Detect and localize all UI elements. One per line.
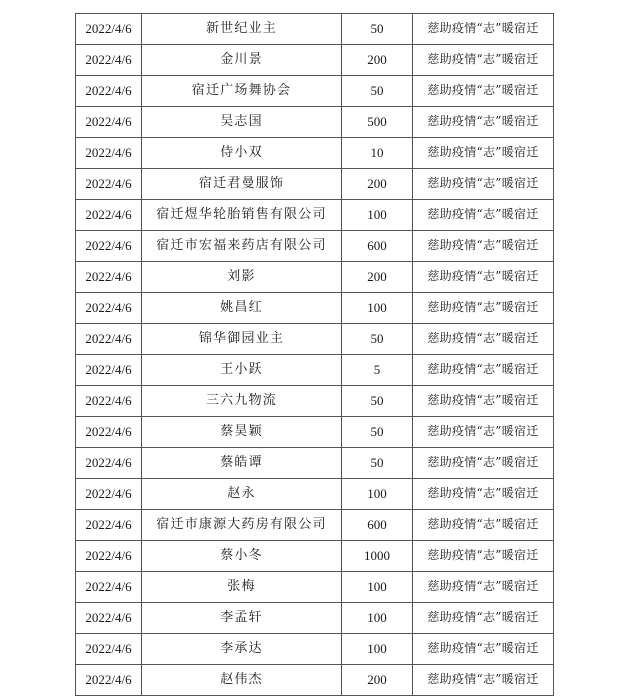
donation-records-table bbox=[75, 13, 554, 696]
cell-amount: 50 bbox=[342, 417, 413, 448]
cell-donor-name: 宿迁市宏福来药店有限公司 bbox=[142, 231, 342, 262]
table-row bbox=[76, 355, 554, 386]
cell-date: 2022/4/6 bbox=[76, 45, 142, 76]
cell-donor-name: 吴志国 bbox=[142, 107, 342, 138]
cell-date: 2022/4/6 bbox=[76, 417, 142, 448]
cell-campaign: 慈助疫情“志”暖宿迁 bbox=[413, 603, 554, 634]
cell-date: 2022/4/6 bbox=[76, 479, 142, 510]
cell-donor-name: 宿迁煜华轮胎销售有限公司 bbox=[142, 200, 342, 231]
cell-date: 2022/4/6 bbox=[76, 448, 142, 479]
cell-amount: 50 bbox=[342, 324, 413, 355]
cell-amount: 200 bbox=[342, 665, 413, 696]
cell-campaign: 慈助疫情“志”暖宿迁 bbox=[413, 45, 554, 76]
cell-donor-name: 姚昌红 bbox=[142, 293, 342, 324]
table-row bbox=[76, 665, 554, 696]
cell-date: 2022/4/6 bbox=[76, 138, 142, 169]
cell-amount: 200 bbox=[342, 45, 413, 76]
cell-campaign: 慈助疫情“志”暖宿迁 bbox=[413, 479, 554, 510]
cell-date: 2022/4/6 bbox=[76, 665, 142, 696]
table-row bbox=[76, 603, 554, 634]
cell-campaign: 慈助疫情“志”暖宿迁 bbox=[413, 14, 554, 45]
cell-amount: 600 bbox=[342, 510, 413, 541]
cell-donor-name: 锦华御园业主 bbox=[142, 324, 342, 355]
cell-donor-name: 宿迁君曼服饰 bbox=[142, 169, 342, 200]
cell-campaign: 慈助疫情“志”暖宿迁 bbox=[413, 634, 554, 665]
cell-amount: 500 bbox=[342, 107, 413, 138]
cell-date: 2022/4/6 bbox=[76, 14, 142, 45]
cell-campaign: 慈助疫情“志”暖宿迁 bbox=[413, 107, 554, 138]
cell-date: 2022/4/6 bbox=[76, 107, 142, 138]
cell-date: 2022/4/6 bbox=[76, 572, 142, 603]
cell-amount: 50 bbox=[342, 386, 413, 417]
cell-date: 2022/4/6 bbox=[76, 76, 142, 107]
cell-campaign: 慈助疫情“志”暖宿迁 bbox=[413, 541, 554, 572]
cell-amount: 10 bbox=[342, 138, 413, 169]
cell-donor-name: 李孟轩 bbox=[142, 603, 342, 634]
cell-campaign: 慈助疫情“志”暖宿迁 bbox=[413, 324, 554, 355]
cell-campaign: 慈助疫情“志”暖宿迁 bbox=[413, 138, 554, 169]
cell-campaign: 慈助疫情“志”暖宿迁 bbox=[413, 200, 554, 231]
table-row bbox=[76, 14, 554, 45]
cell-donor-name: 宿迁广场舞协会 bbox=[142, 76, 342, 107]
cell-amount: 100 bbox=[342, 293, 413, 324]
cell-amount: 50 bbox=[342, 14, 413, 45]
cell-date: 2022/4/6 bbox=[76, 355, 142, 386]
table-row bbox=[76, 262, 554, 293]
donation-table-body bbox=[76, 14, 554, 696]
cell-donor-name: 宿迁市康源大药房有限公司 bbox=[142, 510, 342, 541]
cell-amount: 100 bbox=[342, 200, 413, 231]
cell-campaign: 慈助疫情“志”暖宿迁 bbox=[413, 76, 554, 107]
table-row bbox=[76, 293, 554, 324]
cell-date: 2022/4/6 bbox=[76, 603, 142, 634]
cell-date: 2022/4/6 bbox=[76, 541, 142, 572]
cell-donor-name: 侍小双 bbox=[142, 138, 342, 169]
cell-donor-name: 王小跃 bbox=[142, 355, 342, 386]
table-row bbox=[76, 479, 554, 510]
cell-donor-name: 李承达 bbox=[142, 634, 342, 665]
cell-date: 2022/4/6 bbox=[76, 200, 142, 231]
cell-donor-name: 张梅 bbox=[142, 572, 342, 603]
table-row bbox=[76, 76, 554, 107]
cell-date: 2022/4/6 bbox=[76, 324, 142, 355]
cell-campaign: 慈助疫情“志”暖宿迁 bbox=[413, 665, 554, 696]
table-row bbox=[76, 45, 554, 76]
table-row bbox=[76, 386, 554, 417]
cell-date: 2022/4/6 bbox=[76, 293, 142, 324]
cell-campaign: 慈助疫情“志”暖宿迁 bbox=[413, 448, 554, 479]
cell-amount: 100 bbox=[342, 572, 413, 603]
cell-campaign: 慈助疫情“志”暖宿迁 bbox=[413, 417, 554, 448]
cell-date: 2022/4/6 bbox=[76, 510, 142, 541]
table-row bbox=[76, 200, 554, 231]
cell-date: 2022/4/6 bbox=[76, 386, 142, 417]
cell-amount: 5 bbox=[342, 355, 413, 386]
cell-donor-name: 金川景 bbox=[142, 45, 342, 76]
cell-donor-name: 三六九物流 bbox=[142, 386, 342, 417]
cell-donor-name: 赵伟杰 bbox=[142, 665, 342, 696]
table-row bbox=[76, 231, 554, 262]
table-row bbox=[76, 324, 554, 355]
cell-campaign: 慈助疫情“志”暖宿迁 bbox=[413, 169, 554, 200]
table-row bbox=[76, 107, 554, 138]
table-row bbox=[76, 634, 554, 665]
cell-amount: 50 bbox=[342, 76, 413, 107]
cell-donor-name: 新世纪业主 bbox=[142, 14, 342, 45]
cell-amount: 100 bbox=[342, 603, 413, 634]
table-row bbox=[76, 138, 554, 169]
cell-donor-name: 蔡昊颖 bbox=[142, 417, 342, 448]
cell-campaign: 慈助疫情“志”暖宿迁 bbox=[413, 572, 554, 603]
cell-campaign: 慈助疫情“志”暖宿迁 bbox=[413, 510, 554, 541]
cell-amount: 600 bbox=[342, 231, 413, 262]
cell-donor-name: 蔡皓谭 bbox=[142, 448, 342, 479]
cell-campaign: 慈助疫情“志”暖宿迁 bbox=[413, 262, 554, 293]
cell-campaign: 慈助疫情“志”暖宿迁 bbox=[413, 231, 554, 262]
cell-amount: 100 bbox=[342, 634, 413, 665]
cell-donor-name: 蔡小冬 bbox=[142, 541, 342, 572]
cell-date: 2022/4/6 bbox=[76, 169, 142, 200]
table-row bbox=[76, 572, 554, 603]
cell-amount: 200 bbox=[342, 169, 413, 200]
cell-date: 2022/4/6 bbox=[76, 231, 142, 262]
cell-amount: 1000 bbox=[342, 541, 413, 572]
cell-campaign: 慈助疫情“志”暖宿迁 bbox=[413, 386, 554, 417]
cell-donor-name: 赵永 bbox=[142, 479, 342, 510]
cell-date: 2022/4/6 bbox=[76, 262, 142, 293]
table-row bbox=[76, 448, 554, 479]
cell-donor-name: 刘影 bbox=[142, 262, 342, 293]
cell-amount: 100 bbox=[342, 479, 413, 510]
table-row bbox=[76, 510, 554, 541]
cell-date: 2022/4/6 bbox=[76, 634, 142, 665]
cell-amount: 200 bbox=[342, 262, 413, 293]
table-row bbox=[76, 169, 554, 200]
table-row bbox=[76, 417, 554, 448]
cell-campaign: 慈助疫情“志”暖宿迁 bbox=[413, 293, 554, 324]
cell-amount: 50 bbox=[342, 448, 413, 479]
cell-campaign: 慈助疫情“志”暖宿迁 bbox=[413, 355, 554, 386]
table-row bbox=[76, 541, 554, 572]
